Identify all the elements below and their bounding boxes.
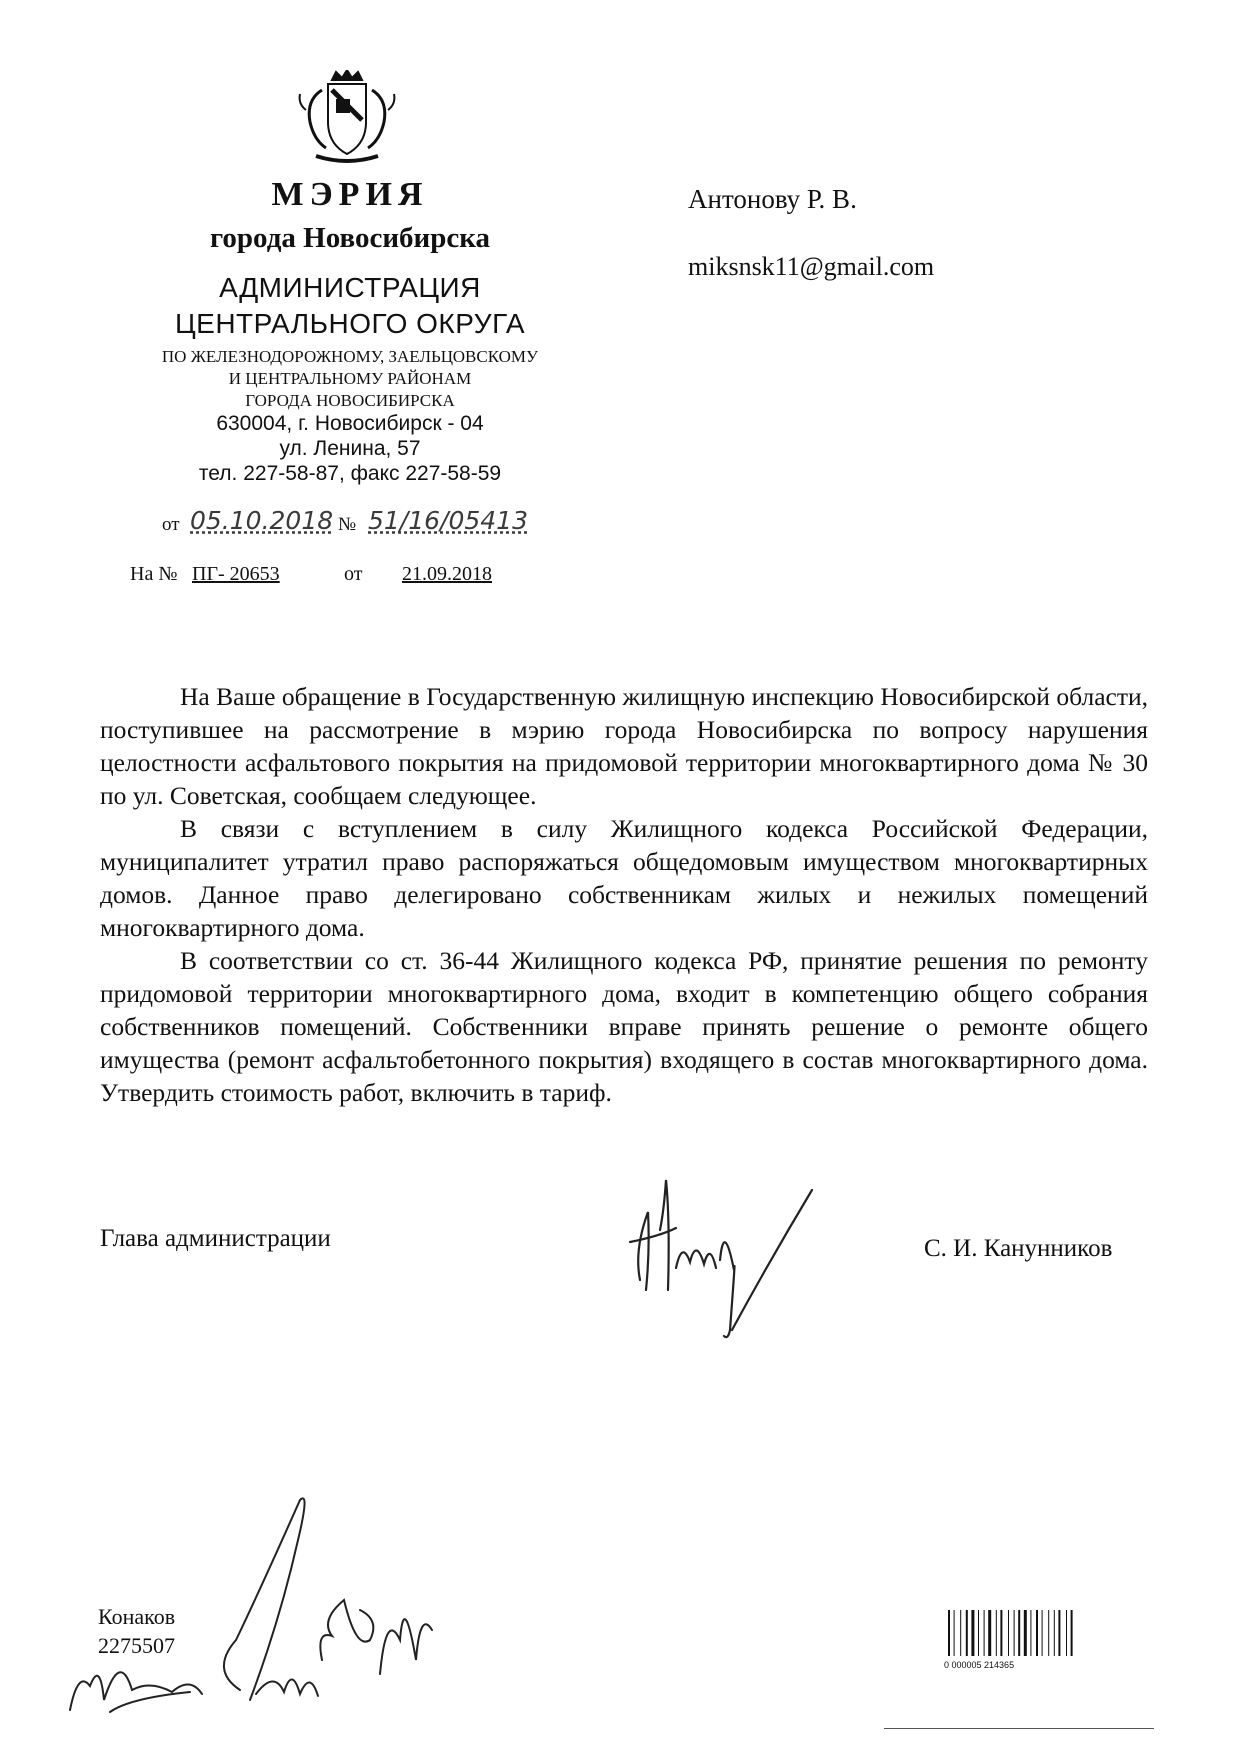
approval-signatures-icon — [60, 1480, 500, 1720]
district-title: ЦЕНТРАЛЬНОГО ОКРУГА — [174, 308, 526, 339]
outgoing-reference — [162, 506, 542, 540]
mayoralty-title: МЭРИЯ — [271, 176, 429, 213]
district-subtitle-line: И ЦЕНТРАЛЬНОМУ РАЙОНАМ — [228, 369, 472, 388]
incoming-number-label: На № — [130, 563, 178, 585]
executor-phone: 2275507 — [98, 1633, 175, 1658]
barcode-icon — [944, 1610, 1144, 1660]
coat-of-arms-icon — [292, 70, 402, 166]
district-subtitle-line: ГОРОДА НОВОСИБИРСКА — [245, 391, 455, 410]
city-title: города Новосибирска — [209, 222, 491, 254]
incoming-date: 21.09.2018 — [402, 563, 492, 585]
outgoing-date-label: от — [162, 514, 180, 535]
body-paragraph: В соответствии со ст. 36-44 Жилищного кодекса РФ, принятие решения по ремонту придомовой территории многоквартирного дома, входит в компетенцию общего собрания собственников помещений. Собственники вправе принять решение о ремонте общего имущества (ремонт асфальтобетонного покрытия) входящего в состав многоквартирного дома. Утвердить стоимость работ, включить в тариф. — [100, 946, 1148, 1107]
administration-title: АДМИНИСТРАЦИЯ — [219, 272, 481, 303]
district-subtitle-line: ПО ЖЕЛЕЗНОДОРОЖНОМУ, ЗАЕЛЬЦОВСКОМУ — [161, 347, 539, 366]
outgoing-number-label: № — [338, 514, 357, 535]
outgoing-number: 51/16/05413 — [368, 506, 528, 535]
incoming-number: ПГ- 20653 — [192, 563, 280, 585]
executor-name: Конаков — [98, 1604, 176, 1629]
letter-body — [100, 680, 1148, 1109]
barcode-number: 0 000005 214365 — [944, 1660, 1015, 1670]
recipient-email: miksnsk11@gmail.com — [688, 252, 935, 281]
incoming-reference — [130, 563, 550, 593]
signature-icon — [620, 1150, 840, 1350]
divider — [884, 1728, 1154, 1729]
phone-fax: тел. 227-58-87, факс 227-58-59 — [198, 462, 502, 485]
postal-address: 630004, г. Новосибирск - 04 — [216, 412, 484, 435]
street-address: ул. Ленина, 57 — [279, 437, 421, 460]
signer-position: Глава администрации — [100, 1225, 331, 1252]
body-paragraph: На Ваше обращение в Государственную жилищную инспекцию Новосибирской области, поступившее на рассмотрение в мэрию города Новосибирска по вопросу нарушения целостности асфальтового покрытия на придомовой территории многоквартирного дома № 30 по ул. Советская, сообщаем следующее. — [100, 682, 1148, 810]
recipient-name: Антонову Р. В. — [688, 184, 857, 214]
outgoing-date: 05.10.2018 — [190, 506, 334, 535]
signer-name: С. И. Канунников — [924, 1235, 1113, 1262]
body-paragraph: В связи с вступлением в силу Жилищного кодекса Российской Федерации, муниципалитет утратил право распоряжаться общедомовым имуществом многоквартирных домов. Данное право делегировано собственникам жилых и нежилых помещений многоквартирного дома. — [100, 814, 1148, 942]
incoming-date-label: от — [344, 563, 363, 585]
